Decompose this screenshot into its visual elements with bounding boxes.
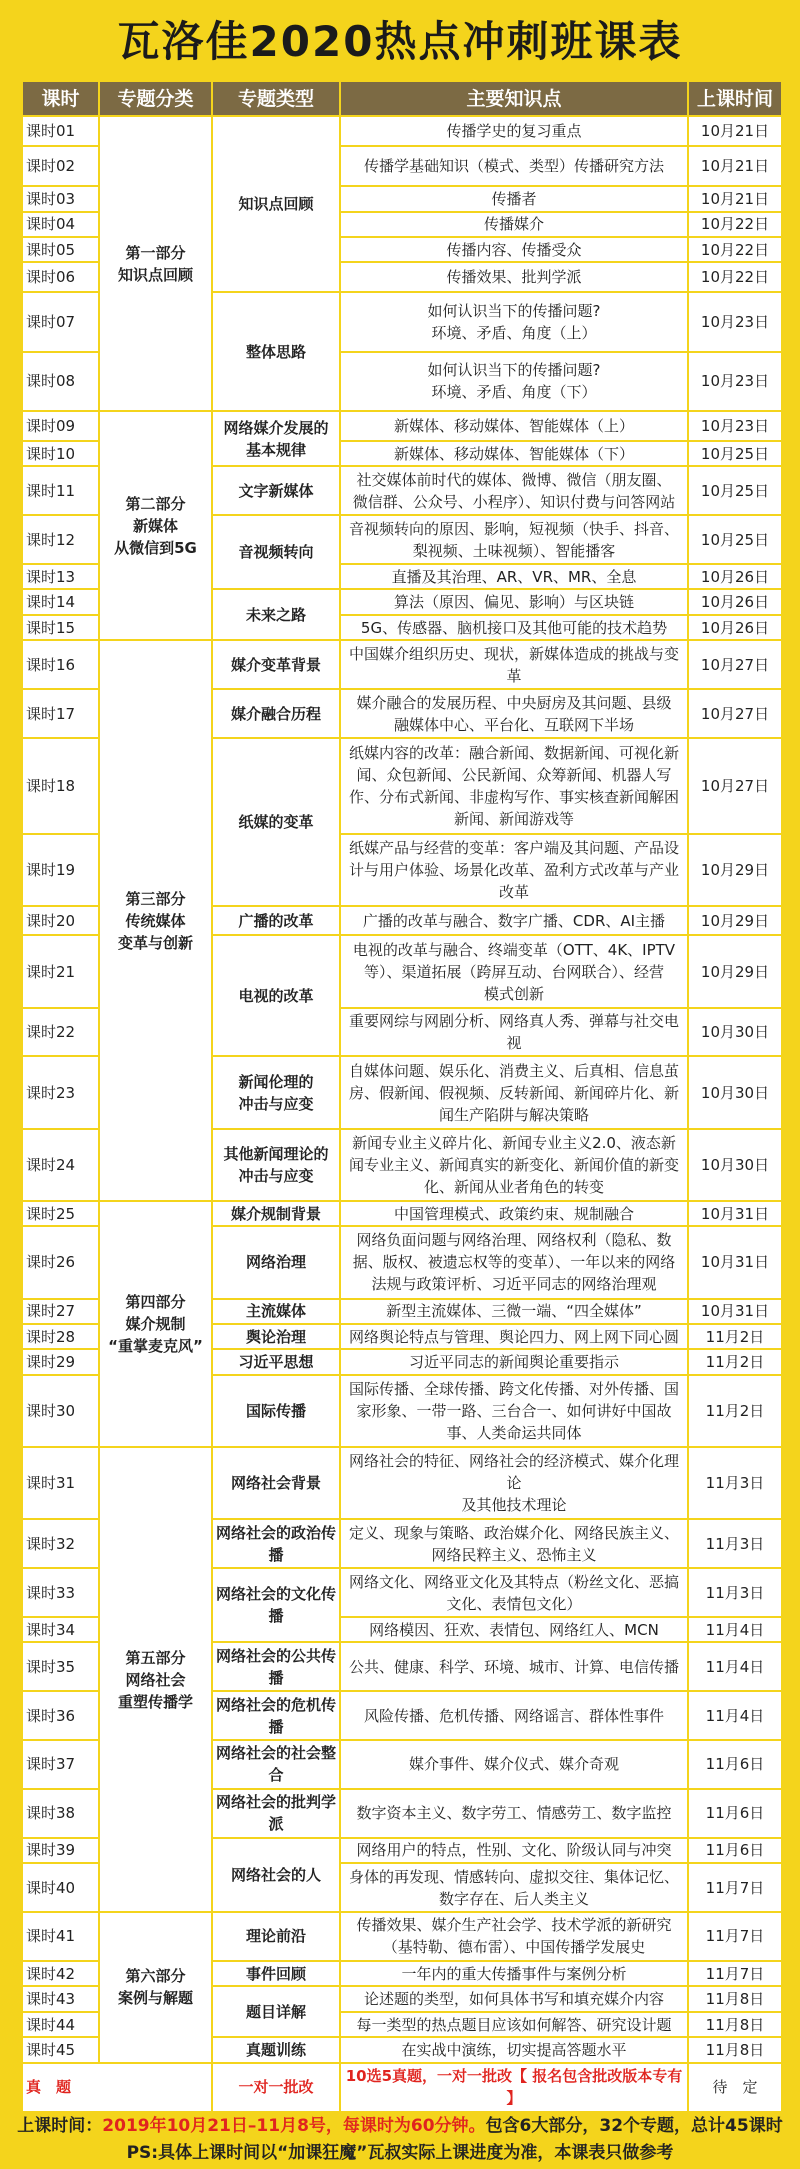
lesson-number: 课时02 <box>22 146 99 186</box>
lesson-number: 课时09 <box>22 411 99 441</box>
knowledge-point: 中国管理模式、政策约束、规制融合 <box>340 1201 688 1226</box>
class-date: 11月6日 <box>688 1789 782 1838</box>
class-date: 10月25日 <box>688 441 782 466</box>
note-rest: 包含6大部分，32个专题，总计45课时 <box>485 2116 783 2136</box>
topic-type: 纸媒的变革 <box>212 738 340 906</box>
topic-type: 音视频转向 <box>212 515 340 589</box>
class-date: 11月2日 <box>688 1375 782 1447</box>
table-header-row <box>22 81 782 116</box>
lesson-number: 课时29 <box>22 1349 99 1374</box>
table-row <box>22 1912 782 1961</box>
lesson-number: 课时19 <box>22 834 99 906</box>
note-label: 上课时间： <box>17 2116 103 2136</box>
exam-label: 真 题 <box>22 2063 212 2112</box>
header-date: 上课时间 <box>688 81 782 116</box>
knowledge-point: 数字资本主义、数字劳工、情感劳工、数字监控 <box>340 1789 688 1838</box>
lesson-number: 课时32 <box>22 1519 99 1568</box>
class-date: 11月2日 <box>688 1324 782 1349</box>
topic-type: 主流媒体 <box>212 1299 340 1324</box>
class-date: 11月4日 <box>688 1691 782 1740</box>
lesson-number: 课时30 <box>22 1375 99 1447</box>
topic-type: 网络治理 <box>212 1226 340 1298</box>
lesson-number: 课时45 <box>22 2037 99 2062</box>
lesson-number: 课时26 <box>22 1226 99 1298</box>
lesson-number: 课时18 <box>22 738 99 834</box>
class-date: 11月3日 <box>688 1447 782 1519</box>
class-date: 10月21日 <box>688 146 782 186</box>
class-date: 11月8日 <box>688 2012 782 2037</box>
knowledge-point: 在实战中演练，切实提高答题水平 <box>340 2037 688 2062</box>
class-date: 10月22日 <box>688 262 782 292</box>
knowledge-point: 一年内的重大传播事件与案例分析 <box>340 1961 688 1986</box>
topic-type: 其他新闻理论的 冲击与应变 <box>212 1129 340 1201</box>
knowledge-point: 电视的改革与融合、终端变革（OTT、4K、IPTV 等）、渠道拓展（跨屏互动、台网联合）、经营 模式创新 <box>340 935 688 1007</box>
class-date: 11月8日 <box>688 1986 782 2011</box>
class-date: 10月27日 <box>688 738 782 834</box>
knowledge-point: 传播者 <box>340 186 688 211</box>
table-row <box>22 1447 782 1519</box>
knowledge-point: 纸媒内容的改革：融合新闻、数据新闻、可视化新 闻、众包新闻、公民新闻、众筹新闻、机器人写 作、分布式新闻、非虚构写作、事实核查新闻解困 新闻、新闻游戏等 <box>340 738 688 834</box>
table-row <box>22 640 782 689</box>
class-date: 11月2日 <box>688 1349 782 1374</box>
knowledge-point: 网络文化、网络亚文化及其特点（粉丝文化、恶搞 文化、表情包文化） <box>340 1568 688 1617</box>
class-date: 10月31日 <box>688 1226 782 1298</box>
lesson-number: 课时01 <box>22 116 99 146</box>
class-date: 10月30日 <box>688 1129 782 1201</box>
header-part: 专题分类 <box>99 81 212 116</box>
class-date: 11月6日 <box>688 1740 782 1789</box>
knowledge-point: 新型主流媒体、三微一端、“四全媒体” <box>340 1299 688 1324</box>
lesson-number: 课时12 <box>22 515 99 564</box>
lesson-number: 课时44 <box>22 2012 99 2037</box>
note-highlight: 2019年10月21日–11月8号，每课时为60分钟。 <box>102 2116 486 2136</box>
lesson-number: 课时33 <box>22 1568 99 1617</box>
lesson-number: 课时43 <box>22 1986 99 2011</box>
topic-type: 网络社会的文化传播 <box>212 1568 340 1642</box>
class-date: 11月8日 <box>688 2037 782 2062</box>
topic-type: 网络社会的批判学派 <box>212 1789 340 1838</box>
class-date: 10月21日 <box>688 116 782 146</box>
knowledge-point: 公共、健康、科学、环境、城市、计算、电信传播 <box>340 1642 688 1691</box>
class-date: 10月26日 <box>688 564 782 589</box>
class-date: 10月27日 <box>688 689 782 738</box>
topic-category: 第五部分 网络社会 重塑传播学 <box>99 1447 212 1912</box>
knowledge-point: 如何认识当下的传播问题? 环境、矛盾、角度（上） <box>340 292 688 351</box>
topic-type: 知识点回顾 <box>212 116 340 292</box>
class-date: 10月29日 <box>688 834 782 906</box>
exam-date: 待 定 <box>688 2063 782 2112</box>
class-date: 10月22日 <box>688 212 782 237</box>
knowledge-point: 音视频转向的原因、影响，短视频（快手、抖音、 梨视频、土味视频）、智能播客 <box>340 515 688 564</box>
knowledge-point: 媒介事件、媒介仪式、媒介奇观 <box>340 1740 688 1789</box>
topic-type: 习近平思想 <box>212 1349 340 1374</box>
lesson-number: 课时31 <box>22 1447 99 1519</box>
exam-content-main: 10选5真题，一对一批改 <box>345 2067 513 2086</box>
knowledge-point: 5G、传感器、脑机接口及其他可能的技术趋势 <box>340 615 688 640</box>
knowledge-point: 广播的改革与融合、数字广播、CDR、AI主播 <box>340 906 688 936</box>
knowledge-point: 社交媒体前时代的媒体、微博、微信（朋友圈、 微信群、公众号、小程序）、知识付费与问答网站 <box>340 466 688 515</box>
class-date: 11月3日 <box>688 1519 782 1568</box>
exam-row <box>22 2063 782 2112</box>
topic-type: 广播的改革 <box>212 906 340 936</box>
lesson-number: 课时15 <box>22 615 99 640</box>
class-date: 10月25日 <box>688 515 782 564</box>
knowledge-point: 传播效果、批判学派 <box>340 262 688 292</box>
table-row <box>22 116 782 146</box>
lesson-number: 课时34 <box>22 1617 99 1642</box>
topic-type: 网络社会背景 <box>212 1447 340 1519</box>
lesson-number: 课时21 <box>22 935 99 1007</box>
knowledge-point: 传播媒介 <box>340 212 688 237</box>
schedule-note <box>0 2113 800 2140</box>
class-date: 11月7日 <box>688 1961 782 1986</box>
header-content: 主要知识点 <box>340 81 688 116</box>
knowledge-point: 纸媒产品与经营的变革：客户端及其问题、产品设 计与用户体验、场景化改革、盈利方式改革与产业 改革 <box>340 834 688 906</box>
topic-type: 理论前沿 <box>212 1912 340 1961</box>
lesson-number: 课时41 <box>22 1912 99 1961</box>
lesson-number: 课时40 <box>22 1863 99 1912</box>
lesson-number: 课时22 <box>22 1008 99 1057</box>
topic-type: 事件回顾 <box>212 1961 340 1986</box>
class-date: 10月26日 <box>688 615 782 640</box>
topic-type: 国际传播 <box>212 1375 340 1447</box>
lesson-number: 课时11 <box>22 466 99 515</box>
exam-content-note: 【 报名包含批改版本专有 】 <box>506 2067 683 2108</box>
lesson-number: 课时37 <box>22 1740 99 1789</box>
knowledge-point: 网络社会的特征、网络社会的经济模式、媒介化理论 及其他技术理论 <box>340 1447 688 1519</box>
class-date: 10月29日 <box>688 935 782 1007</box>
knowledge-point: 如何认识当下的传播问题? 环境、矛盾、角度（下） <box>340 352 688 411</box>
class-date: 10月30日 <box>688 1008 782 1057</box>
topic-type: 网络社会的社会整合 <box>212 1740 340 1789</box>
knowledge-point: 习近平同志的新闻舆论重要指示 <box>340 1349 688 1374</box>
class-date: 10月25日 <box>688 466 782 515</box>
class-date: 11月4日 <box>688 1642 782 1691</box>
topic-type: 媒介变革背景 <box>212 640 340 689</box>
ps-note: PS:具体上课时间以“加课狂魔”瓦叔实际上课进度为准，本课表只做参考 <box>126 2143 674 2163</box>
knowledge-point: 媒介融合的发展历程、中央厨房及其问题、县级 融媒体中心、平台化、互联网下半场 <box>340 689 688 738</box>
class-date: 10月26日 <box>688 589 782 614</box>
lesson-number: 课时28 <box>22 1324 99 1349</box>
footer-notes <box>0 2113 800 2169</box>
knowledge-point: 新媒体、移动媒体、智能媒体（下） <box>340 441 688 466</box>
knowledge-point: 新媒体、移动媒体、智能媒体（上） <box>340 411 688 441</box>
topic-type: 题目详解 <box>212 1986 340 2037</box>
table-row <box>22 1201 782 1226</box>
topic-type: 网络社会的人 <box>212 1838 340 1912</box>
knowledge-point: 论述题的类型，如何具体书写和填充媒介内容 <box>340 1986 688 2011</box>
class-date: 10月21日 <box>688 186 782 211</box>
class-date: 10月27日 <box>688 640 782 689</box>
lesson-number: 课时27 <box>22 1299 99 1324</box>
class-date: 10月23日 <box>688 411 782 441</box>
topic-type: 网络社会的危机传播 <box>212 1691 340 1740</box>
knowledge-point: 传播学史的复习重点 <box>340 116 688 146</box>
topic-category: 第一部分 知识点回顾 <box>99 116 212 411</box>
lesson-number: 课时13 <box>22 564 99 589</box>
knowledge-point: 身体的再发现、情感转向、虚拟交往、集体记忆、 数字存在、后人类主义 <box>340 1863 688 1912</box>
topic-type: 整体思路 <box>212 292 340 411</box>
lesson-number: 课时38 <box>22 1789 99 1838</box>
exam-type: 一对一批改 <box>212 2063 340 2112</box>
knowledge-point: 新闻专业主义碎片化、新闻专业主义2.0、液态新 闻专业主义、新闻真实的新变化、新闻价值的新变 化、新闻从业者角色的转变 <box>340 1129 688 1201</box>
knowledge-point: 网络模因、狂欢、表情包、网络红人、MCN <box>340 1617 688 1642</box>
lesson-number: 课时39 <box>22 1838 99 1863</box>
knowledge-point: 重要网综与网剧分析、网络真人秀、弹幕与社交电视 <box>340 1008 688 1057</box>
header-type: 专题类型 <box>212 81 340 116</box>
class-date: 10月31日 <box>688 1299 782 1324</box>
topic-type: 真题训练 <box>212 2037 340 2062</box>
knowledge-point: 传播内容、传播受众 <box>340 237 688 262</box>
knowledge-point: 直播及其治理、AR、VR、MR、全息 <box>340 564 688 589</box>
lesson-number: 课时10 <box>22 441 99 466</box>
page-title: 瓦洛佳2020热点冲刺班课表 <box>117 17 683 66</box>
knowledge-point: 自媒体问题、娱乐化、消费主义、后真相、信息茧 房、假新闻、假视频、反转新闻、新闻碎片化、新 闻生产陷阱与解决策略 <box>340 1056 688 1128</box>
topic-type: 新闻伦理的 冲击与应变 <box>212 1056 340 1128</box>
topic-category: 第二部分 新媒体 从微信到5G <box>99 411 212 640</box>
lesson-number: 课时04 <box>22 212 99 237</box>
class-date: 10月22日 <box>688 237 782 262</box>
class-date: 10月30日 <box>688 1056 782 1128</box>
topic-type: 电视的改革 <box>212 935 340 1056</box>
class-date: 10月31日 <box>688 1201 782 1226</box>
topic-type: 舆论治理 <box>212 1324 340 1349</box>
topic-category: 第四部分 媒介规制 “重掌麦克风” <box>99 1201 212 1447</box>
lesson-number: 课时20 <box>22 906 99 936</box>
lesson-number: 课时24 <box>22 1129 99 1201</box>
knowledge-point: 每一类型的热点题目应该如何解答、研究设计题 <box>340 2012 688 2037</box>
knowledge-point: 网络舆论特点与管理、舆论四力、网上网下同心圆 <box>340 1324 688 1349</box>
knowledge-point: 传播学基础知识（模式、类型）传播研究方法 <box>340 146 688 186</box>
topic-type: 未来之路 <box>212 589 340 640</box>
topic-category: 第三部分 传统媒体 变革与创新 <box>99 640 212 1201</box>
knowledge-point: 国际传播、全球传播、跨文化传播、对外传播、国 家形象、一带一路、三台合一、如何讲好中国故 事、人类命运共同体 <box>340 1375 688 1447</box>
knowledge-point: 风险传播、危机传播、网络谣言、群体性事件 <box>340 1691 688 1740</box>
topic-type: 媒介规制背景 <box>212 1201 340 1226</box>
class-date: 11月6日 <box>688 1838 782 1863</box>
topic-category: 第六部分 案例与解题 <box>99 1912 212 2063</box>
lesson-number: 课时42 <box>22 1961 99 1986</box>
class-date: 10月23日 <box>688 352 782 411</box>
topic-type: 网络社会的政治传播 <box>212 1519 340 1568</box>
topic-type: 网络媒介发展的 基本规律 <box>212 411 340 466</box>
lesson-number: 课时36 <box>22 1691 99 1740</box>
knowledge-point: 中国媒介组织历史、现状，新媒体造成的挑战与变革 <box>340 640 688 689</box>
exam-content <box>340 2063 688 2112</box>
class-date: 11月7日 <box>688 1863 782 1912</box>
lesson-number: 课时35 <box>22 1642 99 1691</box>
class-date: 10月23日 <box>688 292 782 351</box>
knowledge-point: 网络用户的特点，性别、文化、阶级认同与冲突 <box>340 1838 688 1863</box>
schedule-table <box>21 80 783 2113</box>
table-row <box>22 411 782 441</box>
class-date: 11月7日 <box>688 1912 782 1961</box>
header-hour: 课时 <box>22 81 99 116</box>
lesson-number: 课时05 <box>22 237 99 262</box>
knowledge-point: 算法（原因、偏见、影响）与区块链 <box>340 589 688 614</box>
lesson-number: 课时16 <box>22 640 99 689</box>
knowledge-point: 传播效果、媒介生产社会学、技术学派的新研究 （基特勒、德布雷）、中国传播学发展史 <box>340 1912 688 1961</box>
lesson-number: 课时08 <box>22 352 99 411</box>
lesson-number: 课时23 <box>22 1056 99 1128</box>
class-date: 10月29日 <box>688 906 782 936</box>
lesson-number: 课时06 <box>22 262 99 292</box>
lesson-number: 课时14 <box>22 589 99 614</box>
class-date: 11月4日 <box>688 1617 782 1642</box>
topic-type: 网络社会的公共传播 <box>212 1642 340 1691</box>
lesson-number: 课时25 <box>22 1201 99 1226</box>
lesson-number: 课时07 <box>22 292 99 351</box>
lesson-number: 课时17 <box>22 689 99 738</box>
class-date: 11月3日 <box>688 1568 782 1617</box>
topic-type: 文字新媒体 <box>212 466 340 515</box>
lesson-number: 课时03 <box>22 186 99 211</box>
knowledge-point: 定义、现象与策略、政治媒介化、网络民族主义、 网络民粹主义、恐怖主义 <box>340 1519 688 1568</box>
topic-type: 媒介融合历程 <box>212 689 340 738</box>
knowledge-point: 网络负面问题与网络治理、网络权利（隐私、数 据、版权、被遗忘权等的变革）、一年以来的网络 法规与政策评析、习近平同志的网络治理观 <box>340 1226 688 1298</box>
